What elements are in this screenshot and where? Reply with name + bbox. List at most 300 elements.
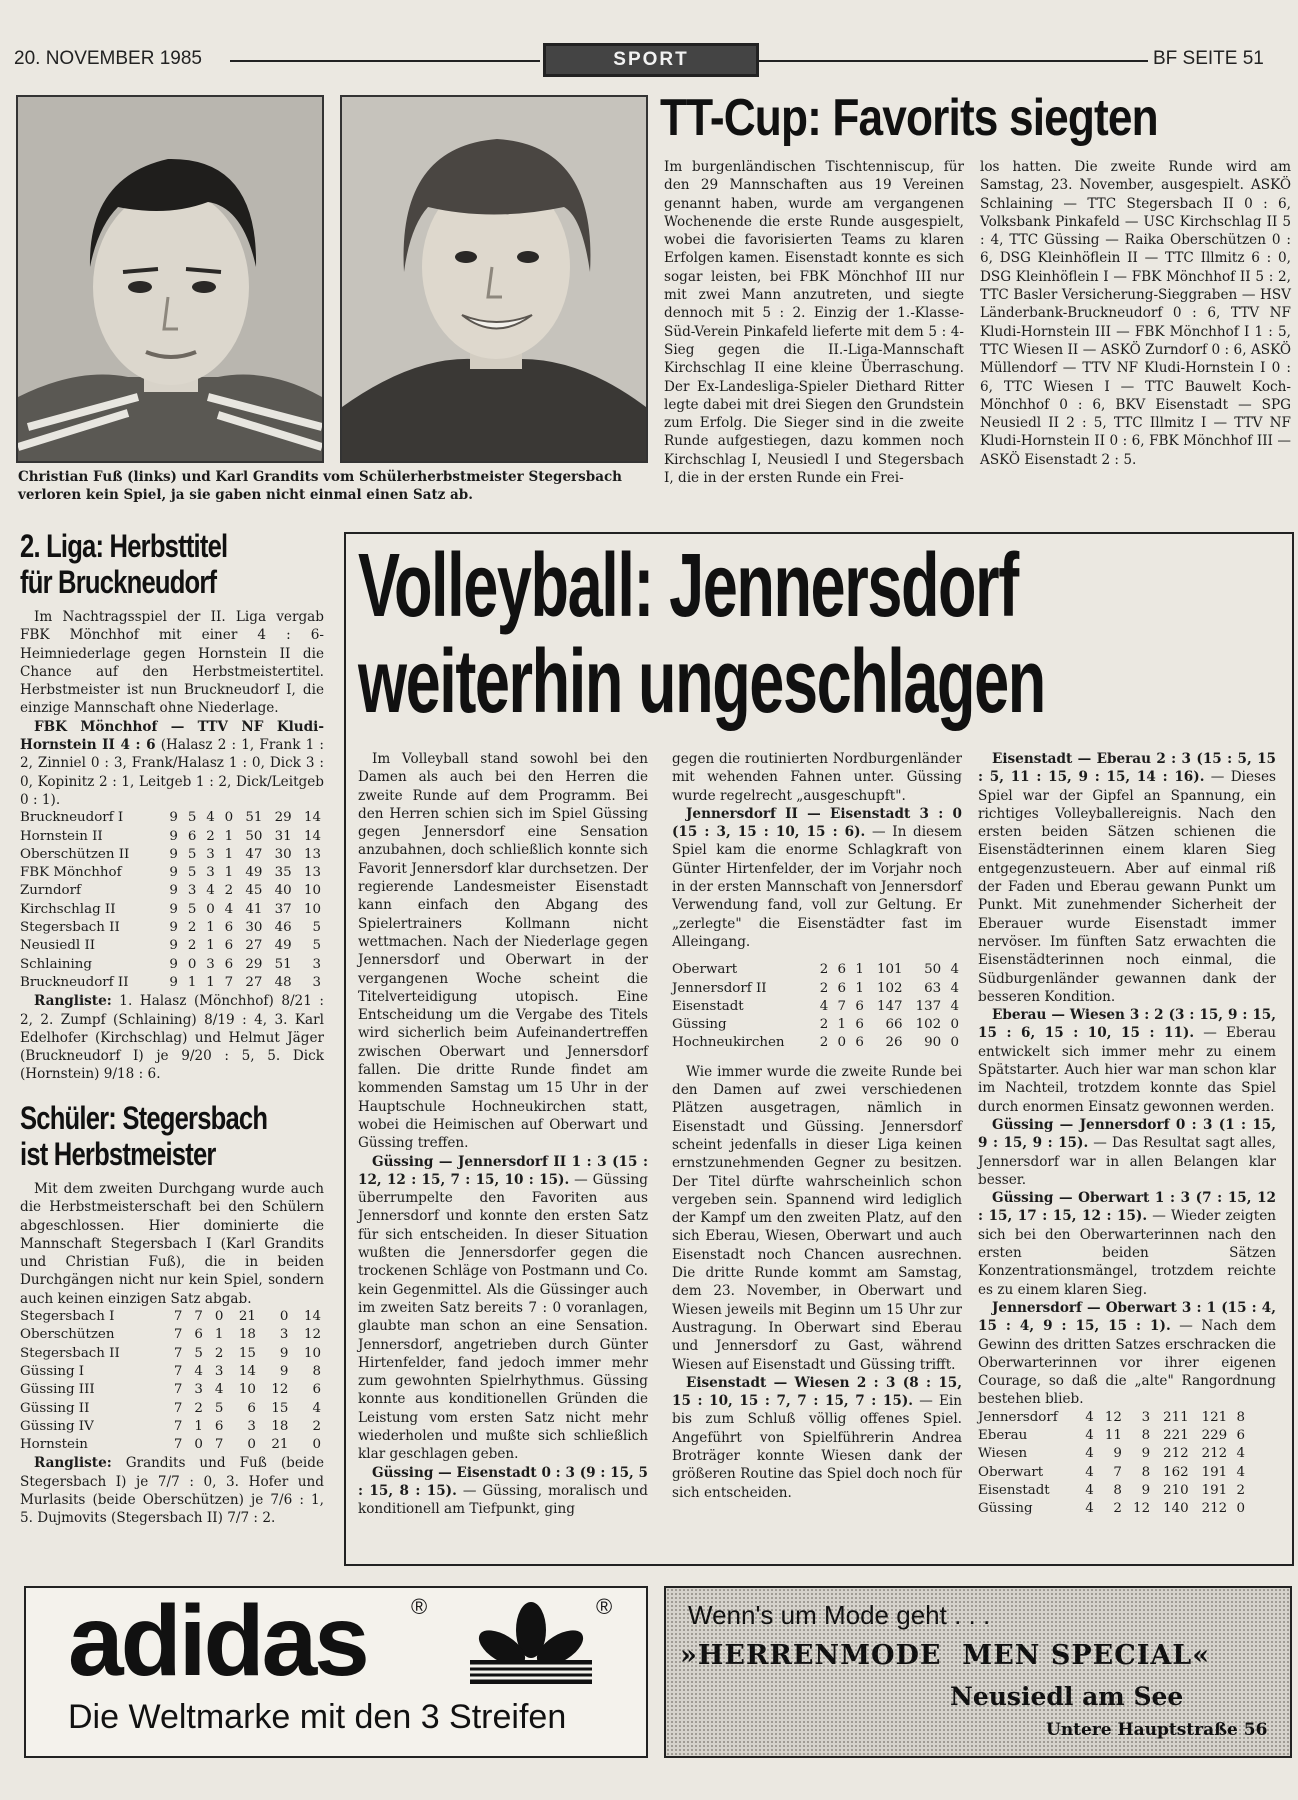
stat-cell: 26 — [885, 1035, 903, 1051]
stat-cell: 7 — [173, 1309, 183, 1325]
stat-cell: 4 — [1085, 1427, 1094, 1443]
stat-cell: 7 — [173, 1363, 183, 1379]
stat-cell: 1 — [224, 828, 234, 844]
stat-cell: 6 — [224, 920, 234, 936]
stat-cell: 4 — [1085, 1464, 1094, 1480]
herrenmode-shop-name: »HERRENMODE MEN SPECIAL« — [680, 1640, 1211, 1671]
volleyball-match-eisenstadt-eberau-text: — Dieses Spiel war der Gipfel an Spannung, ein richtiges Volleyballereignis. Nach den ersten beiden Sätzen schienen die Eisenstädterinnen einem klaren Sieg entgegenzusteuern. Aber auf einmal riß der Faden und Eberau gewann Punkt um Punkt. Mit zunehmender Sicherheit der Eberauer wurde Eisenstadt immer nervöser. Im fünften Satz erwachten die Eisenstädterinnen noch einmal, die Südburgenländer gewannen dank der besseren Kondition. — [978, 769, 1276, 1005]
stat-cell: 9 — [169, 846, 178, 862]
schueler-table-row — [20, 1308, 324, 1326]
team-name-cell: Güssing — [978, 1501, 1033, 1517]
stat-cell: 6 — [224, 956, 234, 972]
stat-cell: 4 — [1085, 1446, 1094, 1462]
team-name-cell: Zurndorf — [20, 883, 81, 899]
volleyball-headline-line2: weiterhin ungeschlagen — [358, 632, 1045, 732]
stat-cell: 9 — [279, 1345, 289, 1361]
stat-cell: 6 — [837, 980, 847, 996]
stat-cell: 7 — [173, 1327, 183, 1343]
team-name-cell: Hochneukirchen — [672, 1035, 785, 1051]
stat-cell: 49 — [274, 938, 292, 954]
stat-cell: 15 — [238, 1345, 256, 1361]
stat-cell: 2 — [1236, 1482, 1245, 1498]
stat-cell: 21 — [238, 1309, 256, 1325]
stat-cell: 90 — [924, 1035, 942, 1051]
stat-cell: 137 — [915, 998, 942, 1014]
stat-cell: 6 — [247, 1400, 256, 1416]
stat-cell: 0 — [950, 1017, 959, 1033]
stat-cell: 1 — [206, 920, 215, 936]
stat-cell: 2 — [819, 1035, 829, 1051]
stat-cell: 21 — [271, 1437, 289, 1453]
stat-cell: 2 — [1113, 1501, 1122, 1517]
stat-cell: 18 — [271, 1418, 289, 1434]
photo-christian-fuss — [16, 95, 324, 463]
volleyball-match-eberau-wiesen-text: — Eberau entwickelt sich immer mehr zu einem Spätstarter. Auch hier war man schon klar im Nachteil, trotzdem konnte das Spiel durch enormen Einsatz gewonnen werden. — [978, 1025, 1277, 1115]
stat-cell: 2 — [224, 883, 234, 899]
team-name-cell: Eisenstadt — [978, 1482, 1050, 1498]
stat-cell: 9 — [1141, 1446, 1151, 1462]
stat-cell: 2 — [819, 962, 829, 978]
liga2-standings-table — [20, 809, 324, 992]
schueler-table-row — [20, 1345, 324, 1363]
stat-cell: 9 — [169, 901, 178, 917]
stat-cell: 147 — [876, 998, 903, 1014]
liga2-table-row — [20, 956, 324, 974]
adidas-registered-mark: ® — [411, 1594, 428, 1619]
volleyball-column-2 — [672, 750, 962, 1502]
stat-cell: 10 — [303, 883, 321, 899]
stat-cell: 1 — [837, 1017, 847, 1033]
stat-cell: 1 — [855, 962, 864, 978]
adidas-trefoil-icon — [466, 1602, 596, 1687]
stat-cell: 162 — [1163, 1464, 1189, 1480]
stat-cell: 8 — [1141, 1427, 1151, 1443]
stat-cell: 8 — [1113, 1482, 1122, 1498]
stat-cell: 2 — [312, 1418, 321, 1434]
stat-cell: 0 — [206, 901, 215, 917]
stat-cell: 30 — [274, 846, 292, 862]
stat-cell: 2 — [819, 980, 829, 996]
section-label: SPORT — [543, 43, 759, 77]
stat-cell: 0 — [279, 1309, 289, 1325]
stat-cell: 3 — [214, 1363, 224, 1379]
header-rule-left — [230, 60, 540, 62]
stat-cell: 4 — [214, 1382, 224, 1398]
adidas-ad — [24, 1586, 648, 1758]
schueler-body — [20, 1180, 324, 1528]
men-table-row — [672, 998, 962, 1016]
stat-cell: 9 — [1113, 1446, 1122, 1462]
men-table-row — [672, 980, 962, 998]
stat-cell: 9 — [169, 920, 178, 936]
team-name-cell: Oberschützen II — [20, 846, 130, 862]
stat-cell: 3 — [194, 1382, 203, 1398]
stat-cell: 27 — [245, 974, 263, 990]
stat-cell: 5 — [187, 865, 197, 881]
stat-cell: 29 — [245, 956, 263, 972]
volleyball-headline — [358, 538, 1045, 730]
liga2-table-row — [20, 882, 324, 900]
adidas-slogan: Die Weltmarke mit den 3 Streifen — [68, 1698, 567, 1736]
stat-cell: 4 — [206, 810, 215, 826]
schueler-headline-line2: ist Herbstmeister — [20, 1136, 216, 1172]
stat-cell: 9 — [169, 974, 178, 990]
stat-cell: 4 — [950, 998, 959, 1014]
stat-cell: 4 — [1085, 1501, 1094, 1517]
team-name-cell: Kirchschlag II — [20, 901, 116, 917]
stat-cell: 4 — [819, 998, 829, 1014]
stat-cell: 9 — [169, 865, 178, 881]
volleyball-match-jennersdorf-oberwart: Jennersdorf — Oberwart 3 : 1 (15 : 4, 15 : 4, 9 : 15, 15 : 1). — [978, 1299, 1276, 1335]
portrait-boy-left — [18, 97, 322, 461]
women-table-row — [978, 1482, 1248, 1500]
stat-cell: 0 — [312, 1437, 321, 1453]
stat-cell: 7 — [214, 1437, 224, 1453]
portrait-boy-right — [342, 97, 646, 461]
liga2-table-row — [20, 901, 324, 919]
stat-cell: 0 — [837, 1035, 847, 1051]
adidas-trefoil-registered-mark: ® — [596, 1594, 613, 1619]
stat-cell: 5 — [194, 1345, 203, 1361]
stat-cell: 0 — [224, 810, 234, 826]
stat-cell: 9 — [169, 828, 178, 844]
stat-cell: 14 — [303, 810, 321, 826]
stat-cell: 48 — [274, 974, 292, 990]
liga2-match-title: FBK Mönchhof — TTV NF Kludi-Hornstein II 4 : 6 — [20, 718, 324, 754]
stat-cell: 1 — [187, 974, 197, 990]
women-table-row — [978, 1445, 1248, 1463]
liga2-table-row — [20, 846, 324, 864]
stat-cell: 7 — [173, 1382, 183, 1398]
issue-date: 20. NOVEMBER 1985 — [14, 48, 202, 69]
tt-cup-column-1: Im burgenländischen Tischtenniscup, für den 29 Mannschaften aus 19 Vereinen genannt haben, wurde am vergangenen Wochenende die erste Runde ausgespielt, wobei die favorisierten Teams zu klaren Erfolgen kamen. Eisenstadt konnte es sich sogar leisten, bei FBK Mönchhof III nur mit zwei Mann anzutreten, und siegte dennoch mit 5 : 2. Einzig der 1.-Klasse-Süd-Verein Pinkafeld lieferte mit dem 5 : 4-Sieg gegen die II.-Liga-Mannschaft Kirchschlag II eine kleine Überraschung. Der Ex-Landesliga-Spieler Diethard Ritter legte dabei mit drei Siegen den Grundstein zum Erfolg. Die Sieger sind in die zweite Runde aufgestiegen, dazu kommen noch Kirchschlag I, Neusiedl I und Stegersbach I, die in der ersten Runde ein Frei- — [664, 159, 964, 487]
stat-cell: 4 — [1085, 1482, 1094, 1498]
stat-cell: 10 — [303, 1345, 321, 1361]
schueler-table-row — [20, 1418, 324, 1436]
stat-cell: 3 — [247, 1418, 256, 1434]
stat-cell: 0 — [187, 956, 197, 972]
stat-cell: 14 — [303, 828, 321, 844]
stat-cell: 6 — [224, 938, 234, 954]
stat-cell: 9 — [1141, 1482, 1151, 1498]
volleyball-match-guessing-jennersdorf-text: — Das Resultat sagt alles, Jennersdorf war in allen Belangen klar besser. — [978, 1135, 1276, 1188]
stat-cell: 5 — [187, 810, 197, 826]
team-name-cell: Güssing I — [20, 1363, 85, 1379]
stat-cell: 7 — [1113, 1464, 1122, 1480]
liga2-headline — [20, 528, 227, 600]
herrenmode-address: Untere Hauptstraße 56 — [1046, 1720, 1268, 1740]
stat-cell: 3 — [312, 956, 321, 972]
stat-cell: 6 — [214, 1418, 224, 1434]
team-name-cell: Eberau — [978, 1427, 1028, 1443]
stat-cell: 4 — [1236, 1446, 1245, 1462]
stat-cell: 47 — [245, 846, 263, 862]
women-table-row — [978, 1500, 1248, 1518]
stat-cell: 212 — [1163, 1446, 1189, 1462]
stat-cell: 51 — [274, 956, 292, 972]
stat-cell: 2 — [214, 1345, 224, 1361]
stat-cell: 7 — [173, 1418, 183, 1434]
herrenmode-tagline: Wenn's um Mode geht . . . — [688, 1600, 991, 1630]
stat-cell: 6 — [1236, 1427, 1245, 1443]
schueler-table-row — [20, 1326, 324, 1344]
stat-cell: 4 — [950, 962, 959, 978]
stat-cell: 4 — [224, 901, 234, 917]
stat-cell: 31 — [274, 828, 292, 844]
adidas-brand: adidas — [68, 1585, 367, 1697]
stat-cell: 191 — [1201, 1464, 1228, 1480]
schueler-table-row — [20, 1363, 324, 1381]
stat-cell: 6 — [312, 1382, 321, 1398]
stat-cell: 45 — [245, 883, 263, 899]
volleyball-match-guessing-eisenstadt-text: — Güssing, moralisch und konditionell am Tiefpunkt, ging — [358, 1482, 648, 1518]
stat-cell: 5 — [312, 920, 321, 936]
stat-cell: 15 — [271, 1400, 289, 1416]
volleyball-match-guessing-jennersdorf: Güssing — Jennersdorf 0 : 3 (1 : 15, 9 : 15, 9 : 15). — [978, 1116, 1276, 1152]
volleyball-column-1 — [358, 750, 648, 1518]
volleyball-match-guessing-oberwart-text: — Wieder zeigten sich bei den Oberwarterinnen nach den ersten beiden Sätzen Konzentrationsmängel, trotzdem reichte es zu einem klaren Sieg. — [978, 1208, 1276, 1298]
stat-cell: 2 — [187, 920, 197, 936]
stat-cell: 10 — [303, 901, 321, 917]
stat-cell: 11 — [1104, 1427, 1122, 1443]
team-name-cell: Stegersbach II — [20, 1345, 120, 1361]
team-name-cell: Neusiedl II — [20, 938, 96, 954]
team-name-cell: Eisenstadt — [672, 998, 744, 1014]
team-name-cell: Güssing III — [20, 1382, 95, 1398]
stat-cell: 46 — [274, 920, 292, 936]
volleyball-match-guessing-eisenstadt: Güssing — Eisenstadt 0 : 3 (9 : 15, 5 : 15, 8 : 15). — [358, 1464, 648, 1499]
liga2-table-row — [20, 864, 324, 882]
liga2-headline-line2: für Bruckneudorf — [20, 564, 217, 600]
stat-cell: 7 — [173, 1345, 183, 1361]
stat-cell: 0 — [950, 1035, 959, 1051]
stat-cell: 8 — [1236, 1409, 1245, 1425]
schueler-standings-table — [20, 1308, 324, 1454]
stat-cell: 3 — [206, 956, 215, 972]
stat-cell: 12 — [1133, 1501, 1151, 1517]
stat-cell: 5 — [187, 846, 197, 862]
schueler-table-row — [20, 1381, 324, 1399]
stat-cell: 3 — [187, 883, 197, 899]
stat-cell: 5 — [312, 938, 321, 954]
stat-cell: 102 — [876, 980, 903, 996]
stat-cell: 12 — [303, 1327, 321, 1343]
stat-cell: 7 — [224, 974, 234, 990]
team-name-cell: Wiesen — [978, 1446, 1028, 1462]
stat-cell: 6 — [837, 962, 847, 978]
team-name-cell: Güssing IV — [20, 1418, 94, 1434]
stat-cell: 50 — [924, 962, 942, 978]
schueler-headline-line1: Schüler: Stegersbach — [20, 1100, 268, 1136]
schueler-intro: Mit dem zweiten Durchgang wurde auch die Herbstmeisterschaft bei den Schülern abgeschlossen. Hier dominierte die Mannschaft Stegersbach I (Karl Grandits und Christian Fuß), die in beiden Durchgängen nicht nur kein Spiel, sondern auch keinen einzigen Satz abgab. — [20, 1181, 324, 1307]
stat-cell: 9 — [279, 1363, 289, 1379]
stat-cell: 13 — [303, 846, 321, 862]
stat-cell: 212 — [1201, 1446, 1228, 1462]
stat-cell: 14 — [238, 1363, 256, 1379]
team-name-cell: FBK Mönchhof — [20, 865, 122, 881]
volleyball-women-table — [978, 1409, 1248, 1519]
stat-cell: 3 — [312, 974, 321, 990]
stat-cell: 2 — [194, 1400, 203, 1416]
stat-cell: 1 — [224, 846, 234, 862]
volleyball-match-eisenstadt-wiesen: Eisenstadt — Wiesen 2 : 3 (8 : 15, 15 : 10, 15 : 7, 7 : 15, 7 : 15). — [672, 1374, 962, 1410]
stat-cell: 3 — [206, 865, 215, 881]
liga2-table-row — [20, 828, 324, 846]
stat-cell: 30 — [245, 920, 263, 936]
herrenmode-ad — [664, 1586, 1292, 1758]
stat-cell: 101 — [876, 962, 903, 978]
liga2-rank-label: Rangliste: — [34, 993, 112, 1010]
liga2-intro: Im Nachtragsspiel der II. Liga vergab FBK Mönchhof mit einer 4 : 6-Heimniederlage gegen Hornstein II die Chance auf den Herbstmeistertitel. Herbstmeister ist nun Bruckneudorf I, die einzige Mannschaft ohne Niederlage. — [20, 609, 324, 717]
stat-cell: 221 — [1163, 1427, 1189, 1443]
stat-cell: 191 — [1201, 1482, 1228, 1498]
stat-cell: 35 — [274, 865, 292, 881]
herrenmode-town: Neusiedl am See — [950, 1682, 1184, 1711]
stat-cell: 2 — [819, 1017, 829, 1033]
stat-cell: 66 — [885, 1017, 903, 1033]
stat-cell: 102 — [915, 1017, 942, 1033]
volleyball-match-eisenstadt-wiesen-text: — Ein bis zum Schluß völlig offenes Spiel. Angeführt von Spielführerin Andrea Broträger konnte Wiesen dank der größeren Routine das Spiel doch noch für sich entscheiden. — [672, 1393, 962, 1501]
stat-cell: 6 — [855, 1017, 864, 1033]
women-table-row — [978, 1427, 1248, 1445]
stat-cell: 12 — [1104, 1409, 1122, 1425]
volleyball-match-guessing-jennersdorf2-text: — Güssing überrumpelte den Favoriten aus Jennersdorf und konnte den ersten Satz für sich entscheiden. In dieser Situation wußten die Jennersdorfer gegen die trockenen Schläge von Postmann und Co. kein Gegenmittel. Als die Güssinger auch im zweiten Satz bereits 7 : 0 voranlagen, glaubte man schon an eine Sensation. Jennersdorf, angetrieben durch Günter Hirtenfelder, fand jedoch immer mehr zum gewohnten Spielrhythmus. Güssing konnte aus konditionellen Gründen die Leistung vom ersten Satz nicht mehr wiederholen und mußte sich schließlich klar geschlagen geben. — [358, 1171, 648, 1463]
men-table-row — [672, 1034, 962, 1052]
stat-cell: 211 — [1163, 1409, 1189, 1425]
schueler-rank-label: Rangliste: — [34, 1455, 112, 1472]
stat-cell: 3 — [1141, 1409, 1151, 1425]
stat-cell: 8 — [312, 1363, 321, 1379]
stat-cell: 13 — [303, 865, 321, 881]
liga2-table-row — [20, 809, 324, 827]
stat-cell: 37 — [274, 901, 292, 917]
volleyball-col2-intro: gegen die routinierten Nordburgenländer mit wehenden Fahnen unter. Güssing wurde regelrecht „ausgeschupft". — [672, 751, 962, 804]
stat-cell: 4 — [1236, 1464, 1245, 1480]
stat-cell: 140 — [1163, 1501, 1189, 1517]
stat-cell: 121 — [1201, 1409, 1228, 1425]
volleyball-women-intro: Wie immer wurde die zweite Runde bei den Damen auf zwei verschiedenen Plätzen ausgetragen, nämlich in Eisenstadt und Güssing. Jennersdorf scheint jedenfalls in dieser Liga keinen ernstzunehmenden Gegner zu besitzen. Der Titel dürfte wahrscheinlich schon vergeben sein. Spannend wird lediglich der Kampf um den zweiten Platz, auf den sich Eberau, Wiesen, Oberwart und auch Eisenstadt noch Chancen ausrechnen. Die dritte Runde kommt am Samstag, dem 23. November, in Oberwart und Wiesen jeweils mit Beginn um 15 Uhr zur Austragung. In Oberwart sind Eberau und Jennersdorf zu Gast, während Wiesen auf Eisenstadt und Güssing trifft. — [672, 1063, 962, 1373]
stat-cell: 4 — [950, 980, 959, 996]
schueler-table-row — [20, 1436, 324, 1454]
liga2-table-row — [20, 974, 324, 992]
team-name-cell: Stegersbach II — [20, 920, 120, 936]
stat-cell: 3 — [206, 846, 215, 862]
stat-cell: 6 — [855, 998, 864, 1014]
stat-cell: 41 — [245, 901, 263, 917]
team-name-cell: Bruckneudorf I — [20, 810, 124, 826]
team-name-cell: Oberwart — [672, 962, 738, 978]
women-table-row — [978, 1409, 1248, 1427]
volleyball-match-eberau-wiesen: Eberau — Wiesen 3 : 2 (3 : 15, 9 : 15, 15 : 6, 15 : 10, 15 : 11). — [978, 1007, 1276, 1042]
men-table-row — [672, 1016, 962, 1034]
schueler-table-row — [20, 1400, 324, 1418]
stat-cell: 63 — [924, 980, 942, 996]
liga2-headline-line1: 2. Liga: Herbsttitel — [20, 528, 228, 564]
stat-cell: 1 — [206, 938, 215, 954]
liga2-match-details: (Halasz 2 : 1, Frank 1 : 2, Zinniel 0 : 3, Frank/Halasz 1 : 0, Dick 3 : 0, Kopinitz 2 : 1, Leitgeb 1 : 2, Dick/Leitgeb 0 : 1). — [20, 737, 324, 808]
schueler-headline — [20, 1100, 267, 1172]
stat-cell: 2 — [187, 938, 197, 954]
team-name-cell: Jennersdorf II — [672, 980, 767, 996]
stat-cell: 12 — [271, 1382, 289, 1398]
stat-cell: 51 — [245, 810, 263, 826]
volleyball-headline-line1: Volleyball: Jennersdorf — [358, 536, 1018, 636]
header-rule-right — [758, 60, 1148, 62]
page-number: BF SEITE 51 — [1153, 48, 1264, 69]
volleyball-match-jennersdorf-oberwart-text: — Nach dem Gewinn des dritten Satzes erschracken die Oberwarterinnen vor ihrer eigenen Courage, so daß die „alte" Rangordnung bestehen blieb. — [978, 1318, 1277, 1408]
stat-cell: 10 — [238, 1382, 256, 1398]
stat-cell: 9 — [169, 938, 178, 954]
volleyball-match-guessing-oberwart: Güssing — Oberwart 1 : 3 (7 : 15, 12 : 15, 17 : 15, 12 : 15). — [978, 1190, 1276, 1225]
stat-cell: 210 — [1163, 1482, 1189, 1498]
team-name-cell: Hornstein — [20, 1437, 88, 1453]
photo-caption: Christian Fuß (links) und Karl Grandits vom Schülerherbstmeister Stegersbach verloren kein Spiel, ja sie gaben nicht einmal einen Satz ab. — [18, 469, 622, 503]
stat-cell: 0 — [247, 1437, 256, 1453]
stat-cell: 4 — [194, 1363, 203, 1379]
team-name-cell: Schlaining — [20, 956, 92, 972]
team-name-cell: Jennersdorf — [978, 1409, 1058, 1425]
stat-cell: 4 — [1085, 1409, 1094, 1425]
stat-cell: 50 — [245, 828, 263, 844]
volleyball-match-eisenstadt-eberau: Eisenstadt — Eberau 2 : 3 (15 : 5, 15 : 5, 11 : 15, 9 : 15, 14 : 16). — [978, 751, 1276, 786]
stat-cell: 18 — [238, 1327, 256, 1343]
stat-cell: 3 — [279, 1327, 289, 1343]
stat-cell: 14 — [303, 1309, 321, 1325]
volleyball-intro: Im Volleyball stand sowohl bei den Damen als auch bei den Herren die zweite Runde auf dem Programm. Bei den Herren schien sich im Spiel Güssing gegen Jennersdorf eine Sensation anzubahnen, doch schließlich konnte sich Favorit Jennersdorf klar durchsetzen. Der regierende Landesmeister Eisenstadt kann einfach den Abgang des Spielertrainers Kollmann nicht wettmachen. Nach der Niederlage gegen Jennersdorf und Oberwart in der vergangenen Woche scheint die Titelverteidigung utopisch. Eine Entscheidung um die Vergabe des Titels wird sicherlich beim Aufeinandertreffen zwischen Oberwart und Jennersdorf fallen. Die dritte Runde findet am kommenden Samstag um 15 Uhr in der Hauptschule Hochneukirchen statt, wobei die Heimischen auf Oberwart und Güssing treffen. — [358, 751, 648, 1152]
stat-cell: 229 — [1201, 1427, 1228, 1443]
stat-cell: 4 — [206, 883, 215, 899]
stat-cell: 1 — [855, 980, 864, 996]
team-name-cell: Hornstein II — [20, 828, 103, 844]
stat-cell: 5 — [187, 901, 197, 917]
tt-cup-headline: TT-Cup: Favorits siegten — [660, 89, 1158, 147]
stat-cell: 7 — [173, 1437, 183, 1453]
team-name-cell: Oberwart — [978, 1464, 1044, 1480]
stat-cell: 6 — [187, 828, 197, 844]
stat-cell: 1 — [206, 974, 215, 990]
stat-cell: 0 — [214, 1309, 224, 1325]
stat-cell: 1 — [214, 1327, 224, 1343]
stat-cell: 6 — [855, 1035, 864, 1051]
stat-cell: 8 — [1141, 1464, 1151, 1480]
team-name-cell: Stegersbach I — [20, 1309, 115, 1325]
stat-cell: 212 — [1201, 1501, 1228, 1517]
stat-cell: 9 — [169, 883, 178, 899]
volleyball-column-3 — [978, 750, 1276, 1518]
stat-cell: 7 — [194, 1309, 203, 1325]
schueler-rank-text: Grandits und Fuß (beide Stegersbach I) je 7/7 : 0, 3. Hofer und Murlasits (beide Oberschützen) je 7/6 : 1, 5. Dujmovits (Stegersbach II) 7/7 : 2. — [20, 1455, 324, 1527]
liga2-rank-text: 1. Halasz (Mönchhof) 8/21 : 2, 2. Zumpf (Schlaining) 8/19 : 4, 3. Karl Edelhofer (Kirchschlag) und Helmut Jäger (Bruckneudorf I) je 9/20 : 5, 5. Dick (Hornstein) 9/18 : 6. — [20, 993, 324, 1083]
stat-cell: 7 — [173, 1400, 183, 1416]
stat-cell: 2 — [206, 828, 215, 844]
photo-karl-grandits — [340, 95, 648, 463]
stat-cell: 49 — [245, 865, 263, 881]
stat-cell: 0 — [194, 1437, 203, 1453]
stat-cell: 27 — [245, 938, 263, 954]
stat-cell: 5 — [214, 1400, 224, 1416]
team-name-cell: Güssing — [672, 1017, 727, 1033]
stat-cell: 1 — [224, 865, 234, 881]
stat-cell: 9 — [169, 810, 178, 826]
liga2-body — [20, 608, 324, 1084]
volleyball-men-table — [672, 961, 962, 1052]
men-table-row — [672, 961, 962, 979]
stat-cell: 6 — [194, 1327, 203, 1343]
team-name-cell: Güssing II — [20, 1400, 90, 1416]
women-table-row — [978, 1464, 1248, 1482]
volleyball-match-jennersdorf2-eisenstadt-text: — In diesem Spiel kam die enorme Schlagkraft von Günter Hirtenfelder, der im Vorjahr noch in der ersten Mannschaft von Jennersdorf Verwendung fand, voll zur Geltung. Er „zerlegte" die Eisenstädter fast im Alleingang. — [672, 824, 963, 950]
stat-cell: 9 — [169, 956, 178, 972]
